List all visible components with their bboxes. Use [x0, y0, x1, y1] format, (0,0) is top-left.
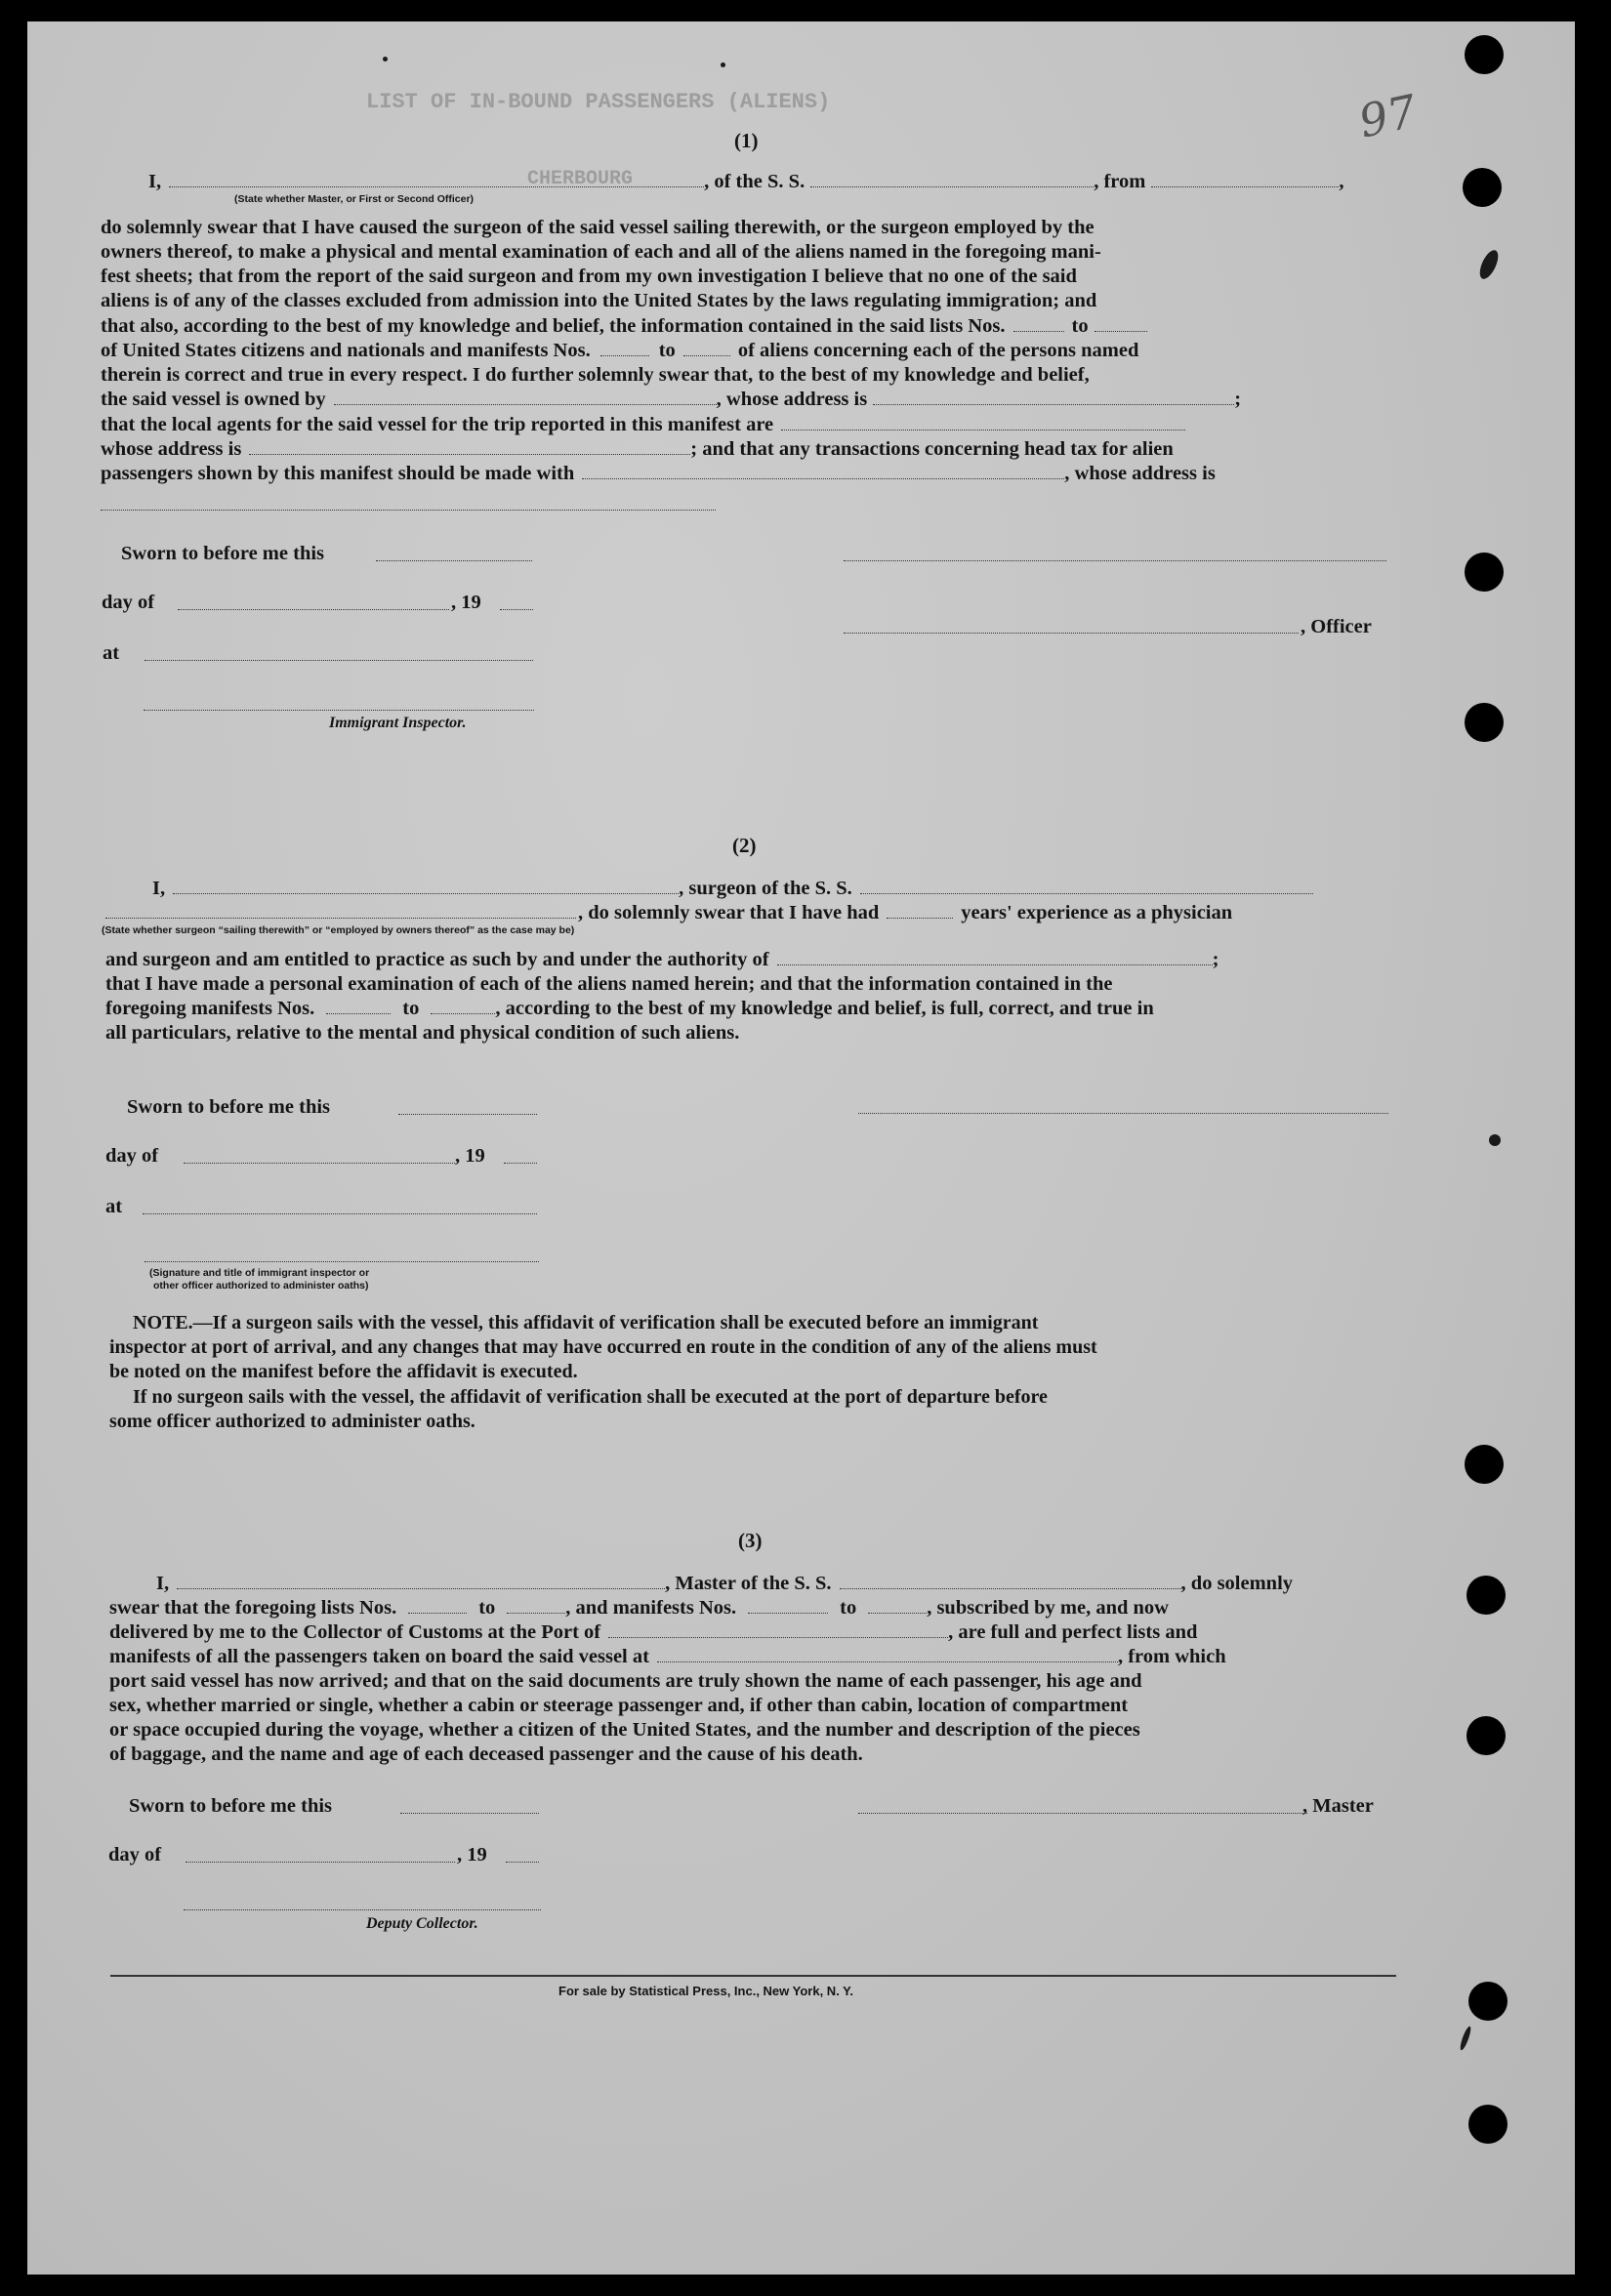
s2-manifest-to-field[interactable]: [431, 1000, 495, 1014]
s1-citizens-to: to: [658, 340, 676, 361]
s3-sworn-field[interactable]: [400, 1813, 539, 1814]
s3-lists-to: to: [478, 1597, 496, 1619]
s3-year: , 19: [457, 1844, 487, 1866]
s2-surgeon-note: (State whether surgeon “sailing therewith” or “employed by owners thereof” as the case may be): [102, 924, 575, 936]
s2-line-2: [105, 901, 1232, 925]
s3-master-label: , Master: [1302, 1795, 1374, 1817]
s1-end: ,: [1339, 171, 1344, 192]
s3-line-2: [109, 1596, 1169, 1620]
s3-manifests-to: to: [840, 1597, 857, 1619]
s1-head-tax-text: ; and that any transactions concerning head tax for alien: [690, 438, 1174, 460]
note-line: If no surgeon sails with the vessel, the affidavit of verification shall be executed at the port of departure before: [133, 1386, 1048, 1408]
s3-lists-text: swear that the foregoing lists Nos.: [109, 1597, 397, 1619]
s2-manifests-text: foregoing manifests Nos.: [105, 998, 315, 1019]
s2-manifests-text-b: , according to the best of my knowledge and belief, is full, correct, and true in: [495, 998, 1154, 1019]
s3-solemnly-text: , do solemnly: [1180, 1573, 1294, 1594]
s3-lists-to-field[interactable]: [507, 1599, 565, 1614]
s1-ship-field[interactable]: [810, 173, 1094, 187]
s3-subscribed-text: , subscribed by me, and now: [927, 1597, 1169, 1619]
s3-i: I,: [156, 1573, 170, 1594]
s2-year: , 19: [455, 1145, 485, 1167]
footer-rule: [110, 1975, 1396, 1977]
s1-head-address: , whose address is: [1064, 463, 1216, 484]
s1-lists-line: [101, 314, 1147, 339]
s2-surgeon-status-field[interactable]: [105, 904, 576, 919]
s1-i: I,: [148, 171, 162, 192]
s1-lists-to-field[interactable]: [1095, 317, 1147, 332]
s3-manifest-from-field[interactable]: [748, 1599, 828, 1614]
s1-sworn: Sworn to before me this: [121, 543, 325, 564]
s2-manifest-from-field[interactable]: [326, 1000, 391, 1014]
s1-head-line: [101, 462, 1216, 486]
s1-from-field[interactable]: [1151, 173, 1339, 187]
s1-officer-title-field[interactable]: [844, 633, 1299, 634]
s1-body-line: therein is correct and true in every respect. I do further solemnly swear that, to the best of my knowledge and belief,: [101, 364, 1090, 386]
s1-body-line: fest sheets; that from the report of the said surgeon and from my own investigation I believe that no one of the said: [101, 266, 1077, 287]
s1-owner-field[interactable]: [334, 390, 717, 405]
section-1-number: (1): [734, 129, 759, 152]
s1-officer-field[interactable]: [169, 173, 704, 187]
s1-manifest-to-field[interactable]: [683, 342, 730, 356]
s2-surgeon-signature-field[interactable]: [858, 1113, 1388, 1114]
s1-officer-note: (State whether Master, or First or Second Officer): [234, 193, 475, 205]
s2-inspector-signature-field[interactable]: [145, 1261, 539, 1262]
s1-agents-field[interactable]: [781, 416, 1185, 430]
s3-master-signature-field[interactable]: [858, 1813, 1307, 1814]
s3-collector-text: delivered by me to the Collector of Customs at the Port of: [109, 1621, 601, 1643]
s3-lists-from-field[interactable]: [408, 1599, 467, 1614]
note-line: be noted on the manifest before the affidavit is executed.: [109, 1361, 578, 1382]
s2-i: I,: [152, 878, 166, 899]
s3-line-3: [109, 1620, 1197, 1645]
s2-sworn-field[interactable]: [398, 1114, 537, 1115]
s2-body-line: all particulars, relative to the mental and physical condition of such aliens.: [105, 1022, 740, 1044]
s3-manifests-text: , and manifests Nos.: [565, 1597, 737, 1619]
s1-officer-label: , Officer: [1301, 616, 1372, 637]
s2-sig-note-2: other officer authorized to administer oaths): [153, 1280, 369, 1292]
s1-day-of: day of: [102, 592, 155, 613]
s3-master-text: , Master of the S. S.: [665, 1573, 832, 1594]
s2-years-text: years' experience as a physician: [961, 902, 1233, 923]
s1-head-address-field[interactable]: [101, 510, 716, 511]
s3-line-1: [156, 1572, 1293, 1596]
handwritten-number: 97: [1354, 84, 1422, 148]
s1-whose-text: whose address is: [101, 438, 242, 460]
s1-head-tax-field[interactable]: [582, 465, 1064, 479]
s3-day-field[interactable]: [186, 1862, 455, 1863]
s1-agents-address-field[interactable]: [249, 440, 690, 455]
s1-agents-line: [101, 413, 1185, 437]
s1-at-field[interactable]: [145, 660, 533, 661]
s1-lists-to: to: [1071, 315, 1089, 337]
s1-day-field[interactable]: [178, 609, 449, 610]
s3-collector-signature-field[interactable]: [184, 1909, 541, 1910]
s3-ship-field[interactable]: [840, 1575, 1181, 1589]
s3-manifest-to-field[interactable]: [868, 1599, 927, 1614]
s1-owned-text: the said vessel is owned by: [101, 389, 326, 410]
s3-line-4: [109, 1645, 1226, 1669]
note-line: some officer authorized to administer oaths.: [109, 1411, 475, 1432]
s2-sworn: Sworn to before me this: [127, 1096, 331, 1118]
s2-authority-line: [105, 948, 1219, 972]
s1-at: at: [103, 642, 120, 664]
s1-officer-signature-field[interactable]: [844, 560, 1386, 561]
s1-body-line: aliens is of any of the classes excluded from admission into the United States by the laws regulating immigration; and: [101, 290, 1097, 311]
s1-year: , 19: [451, 592, 481, 613]
s3-boarding-port-field[interactable]: [657, 1648, 1118, 1662]
s1-owned-line: [101, 388, 1241, 412]
s1-line-1: [148, 170, 1343, 194]
s2-authority-field[interactable]: [777, 951, 1213, 965]
s2-manifests-to: to: [402, 998, 420, 1019]
s3-master-name-field[interactable]: [177, 1575, 665, 1589]
s2-day-field[interactable]: [184, 1163, 455, 1164]
s1-manifest-from-field[interactable]: [600, 342, 649, 356]
s3-from-which-text: , from which: [1117, 1646, 1226, 1667]
s3-body-line: of baggage, and the name and age of each deceased passenger and the cause of his death.: [109, 1743, 863, 1765]
s2-day-of: day of: [105, 1145, 159, 1167]
s1-inspector-label: Immigrant Inspector.: [329, 715, 467, 731]
s1-owner-address-field[interactable]: [873, 390, 1234, 405]
note-line: NOTE.—If a surgeon sails with the vessel, this affidavit of verification shall be executed before an immigrant: [133, 1312, 1039, 1333]
s2-surgeon-name-field[interactable]: [173, 880, 679, 894]
s1-agents-text: that the local agents for the said vessel for the trip reported in this manifest are: [101, 414, 774, 435]
s3-boarded-text: manifests of all the passengers taken on board the said vessel at: [109, 1646, 649, 1667]
footer-text: For sale by Statistical Press, Inc., New York, N. Y.: [558, 1984, 854, 1998]
s2-body-line: that I have made a personal examination of each of the aliens named herein; and that the information contained in the: [105, 973, 1113, 995]
s1-from: , from: [1094, 171, 1146, 192]
s2-swear-text: , do solemnly swear that I have had: [578, 902, 880, 923]
s1-lists-text: that also, according to the best of my knowledge and belief, the information contained in the said lists Nos.: [101, 315, 1006, 337]
s3-body-line: sex, whether married or single, whether a cabin or steerage passenger and, if other than cabin, location of compartment: [109, 1695, 1129, 1716]
s2-year-field[interactable]: [504, 1163, 537, 1164]
s3-year-field[interactable]: [506, 1862, 539, 1863]
faint-header-port: CHERBOURG: [527, 168, 634, 190]
s1-inspector-signature-field[interactable]: [144, 710, 534, 711]
faint-header-title: LIST OF IN-BOUND PASSENGERS (ALIENS): [366, 90, 831, 114]
s1-sworn-field[interactable]: [376, 560, 532, 561]
s3-sworn: Sworn to before me this: [129, 1795, 333, 1817]
s1-lists-from-field[interactable]: [1013, 317, 1064, 332]
s2-authority-end: ;: [1212, 949, 1219, 970]
s2-ship-field[interactable]: [860, 880, 1313, 894]
s2-years-field[interactable]: [887, 904, 953, 919]
s3-body-line: port said vessel has now arrived; and that on the said documents are truly shown the name of each passenger, his age and: [109, 1670, 1142, 1692]
s2-authority-text: and surgeon and am entitled to practice as such by and under the authority of: [105, 949, 769, 970]
s2-at: at: [105, 1196, 123, 1217]
s1-year-field[interactable]: [500, 609, 533, 610]
s1-owned-address: , whose address is: [716, 389, 868, 410]
note-line: inspector at port of arrival, and any changes that may have occurred en route in the condition of any of the aliens must: [109, 1336, 1097, 1358]
s1-body-line: owners thereof, to make a physical and mental examination of each and all of the aliens named in the foregoing mani-: [101, 241, 1101, 263]
s1-body-line: do solemnly swear that I have caused the surgeon of the said vessel sailing therewith, or the surgeon employed by the: [101, 217, 1095, 238]
s1-of-ss: , of the S. S.: [704, 171, 806, 192]
section-3-number: (3): [738, 1529, 763, 1552]
s3-lists-perfect-text: , are full and perfect lists and: [948, 1621, 1198, 1643]
s3-day-of: day of: [108, 1844, 162, 1866]
s3-body-line: or space occupied during the voyage, whether a citizen of the United States, and the number and description of the pieces: [109, 1719, 1140, 1741]
s2-manifests-line: [105, 997, 1154, 1021]
s1-citizens-text: of United States citizens and nationals and manifests Nos.: [101, 340, 591, 361]
s1-citizens-line: [101, 339, 1138, 363]
s3-collector-label: Deputy Collector.: [366, 1915, 478, 1932]
s2-sig-note-1: (Signature and title of immigrant inspector or: [149, 1267, 370, 1279]
s1-head-text: passengers shown by this manifest should be made with: [101, 463, 575, 484]
s1-owned-end: ;: [1234, 389, 1242, 410]
s3-port-field[interactable]: [608, 1623, 948, 1638]
s1-citizens-text-b: of aliens concerning each of the persons named: [737, 340, 1139, 361]
s2-surgeon-text: , surgeon of the S. S.: [679, 878, 852, 899]
s2-line-1: [152, 877, 1313, 901]
s1-whose-line: [101, 437, 1174, 462]
section-2-number: (2): [732, 834, 757, 857]
s2-at-field[interactable]: [143, 1213, 537, 1214]
